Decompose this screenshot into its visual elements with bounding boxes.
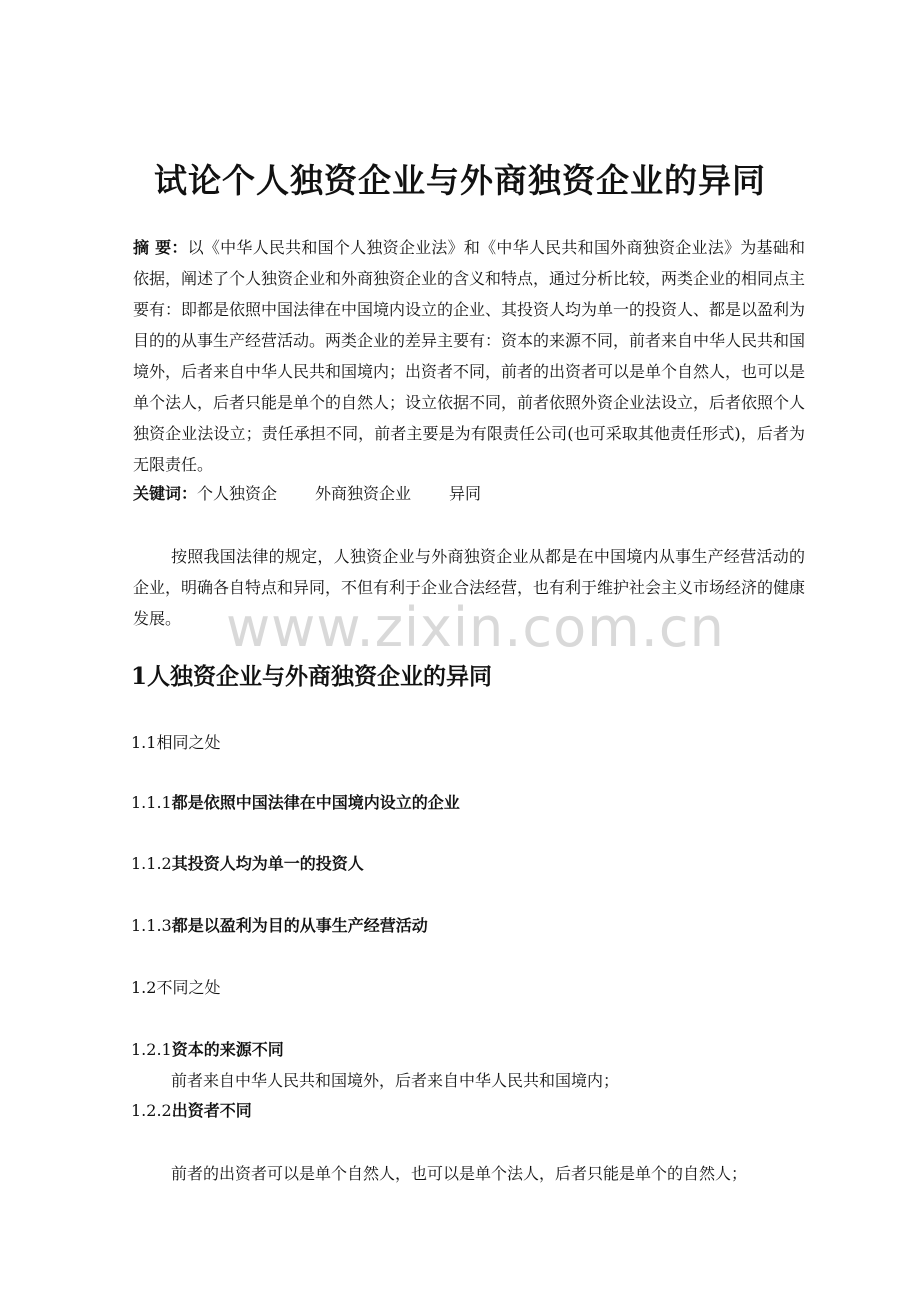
keyword-item: 外商独资企业 <box>315 484 412 503</box>
abstract-paragraph <box>133 232 805 480</box>
subsubsection-heading: 1.1.2其投资人均为单一的投资人 <box>131 854 364 873</box>
subsubsection-heading: 1.1.3都是以盈利为目的从事生产经营活动 <box>131 916 428 935</box>
section-heading: 1人独资企业与外商独资企业的异同 <box>131 663 493 690</box>
subsubsection-heading: 1.1.1都是依照中国法律在中国境内设立的企业 <box>131 793 460 812</box>
watermark-text: www.zixin.com.cn <box>226 596 725 659</box>
subsubsection-heading: 1.2.2出资者不同 <box>131 1101 252 1120</box>
document-title: 试论个人独资企业与外商独资企业的异同 <box>154 161 766 200</box>
subsection-heading: 1.1相同之处 <box>131 733 221 752</box>
abstract-text: 以《中华人民共和国个人独资企业法》和《中华人民共和国外商独资企业法》为基础和依据，阐述了个人独资企业和外商独资企业的含义和特点，通过分析比较，两类企业的相同点主要有：即都是依照中国法律在中国境内设立的企业、其投资人均为单一的投资人、都是以盈利为目的的从事生产经营活动。两类企业的差异主要有：资本的来源不同，前者来自中华人民共和国境外，后者来自中华人民共和国境内；出资者不同，前者的出资者可以是单个自然人，也可以是单个法人，后者只能是单个的自然人；设立依据不同，前者依照外资企业法设立，后者依照个人独资企业法设立；责任承担不同，前者主要是为有限责任公司(也可采取其他责任形式)，后者为无限责任。 <box>133 238 806 474</box>
subsubsection-heading: 1.2.1资本的来源不同 <box>131 1040 284 1059</box>
subsection-heading: 1.2不同之处 <box>131 978 221 997</box>
abstract-label: 摘 要： <box>133 238 188 257</box>
body-paragraph: 前者的出资者可以是单个自然人，也可以是单个法人，后者只能是单个的自然人； <box>171 1164 748 1183</box>
keywords-label: 关键词： <box>133 484 198 503</box>
intro-paragraph: 按照我国法律的规定，人独资企业与外商独资企业从都是在中国境内从事生产经营活动的企业，明确各自特点和异同，不但有利于企业合法经营，也有利于维护社会主义市场经济的健康发展。 <box>133 547 806 628</box>
keyword-item: 个人独资企 <box>197 484 278 503</box>
keywords-line <box>133 481 805 507</box>
keyword-item: 异同 <box>449 484 482 503</box>
body-paragraph: 前者来自中华人民共和国境外，后者来自中华人民共和国境内； <box>171 1071 620 1090</box>
